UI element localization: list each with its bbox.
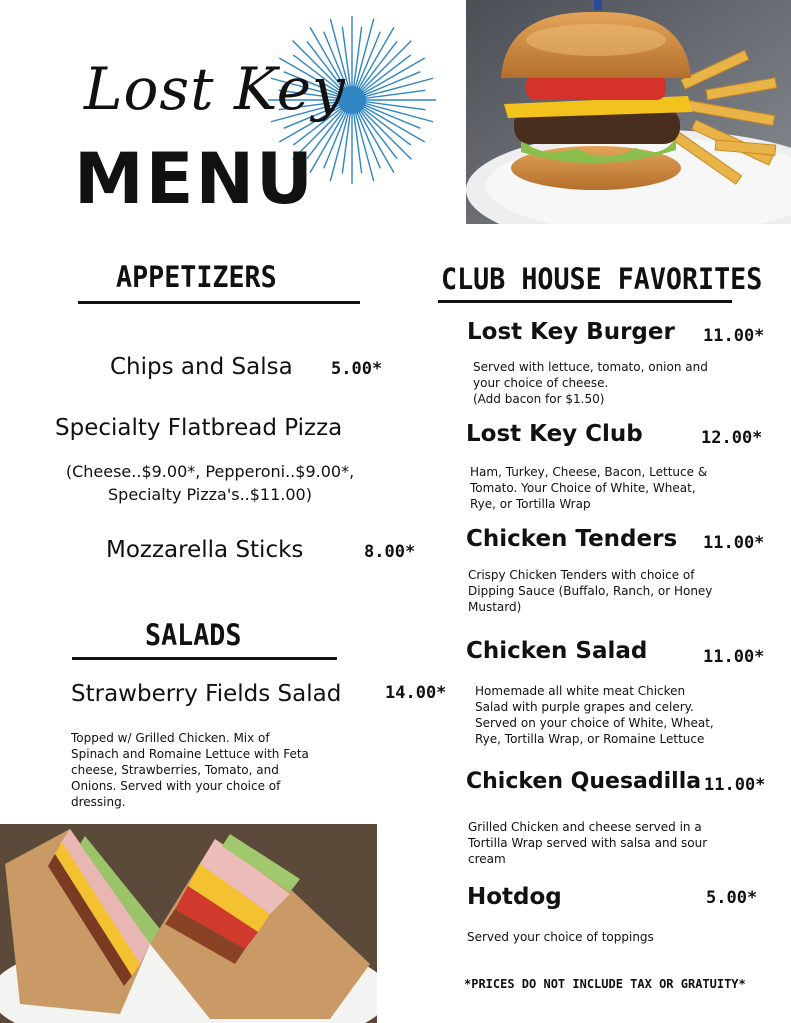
desc-line: Spinach and Romaine Lettuce with Feta bbox=[71, 747, 309, 761]
strawberry-salad-description bbox=[71, 730, 331, 810]
desc-line: Crispy Chicken Tenders with choice of bbox=[468, 568, 695, 582]
menu-item-hotdog: Hotdog bbox=[467, 884, 562, 910]
price-club: 12.00* bbox=[701, 428, 763, 448]
flatbread-desc-line: Specialty Pizza's..$11.00) bbox=[108, 485, 312, 504]
flatbread-desc-line: (Cheese..$9.00*, Pepperoni..$9.00*, bbox=[65, 462, 355, 481]
burger-description bbox=[473, 359, 723, 407]
desc-line: (Add bacon for $1.50) bbox=[473, 392, 605, 406]
appetizers-divider bbox=[78, 301, 360, 304]
desc-line: your choice of cheese. bbox=[473, 376, 609, 390]
desc-line: Tortilla Wrap served with salsa and sour bbox=[468, 836, 708, 850]
chicken-salad-description bbox=[475, 683, 730, 747]
hotdog-description: Served your choice of toppings bbox=[467, 930, 654, 944]
desc-line: Homemade all white meat Chicken bbox=[475, 684, 686, 698]
menu-item-quesadilla: Chicken Quesadilla bbox=[466, 769, 702, 794]
desc-line: dressing. bbox=[71, 795, 126, 809]
price-burger: 11.00* bbox=[703, 326, 765, 346]
menu-item-chicken-salad: Chicken Salad bbox=[466, 638, 648, 664]
salads-heading: SALADS bbox=[145, 618, 242, 652]
brand-script-title: Lost Key bbox=[84, 55, 346, 123]
clubhouse-heading: CLUB HOUSE FAVORITES bbox=[441, 262, 763, 296]
menu-item-burger: Lost Key Burger bbox=[467, 319, 675, 345]
desc-line: Grilled Chicken and cheese served in a bbox=[468, 820, 702, 834]
appetizers-heading: APPETIZERS bbox=[116, 260, 277, 294]
desc-line: cream bbox=[468, 852, 506, 866]
desc-line: Mustard) bbox=[468, 600, 522, 614]
menu-item-tenders: Chicken Tenders bbox=[466, 526, 678, 552]
tenders-description bbox=[468, 567, 728, 615]
desc-line: Dipping Sauce (Buffalo, Ranch, or Honey bbox=[468, 584, 713, 598]
desc-line: Ham, Turkey, Cheese, Bacon, Lettuce & bbox=[470, 465, 708, 479]
desc-line: Tomato. Your Choice of White, Wheat, bbox=[470, 481, 696, 495]
desc-line: Rye, Tortilla Wrap, or Romaine Lettuce bbox=[475, 732, 705, 746]
menu-item-club: Lost Key Club bbox=[466, 421, 643, 447]
desc-line: Served on your choice of White, Wheat, bbox=[475, 716, 714, 730]
desc-line: cheese, Strawberries, Tomato, and bbox=[71, 763, 279, 777]
menu-item-strawberry-salad: Strawberry Fields Salad bbox=[71, 681, 342, 707]
flatbread-description bbox=[40, 460, 380, 506]
menu-item-chips-salsa: Chips and Salsa bbox=[110, 354, 293, 380]
burger-photo bbox=[466, 0, 791, 224]
price-tenders: 11.00* bbox=[703, 533, 765, 553]
menu-item-mozzarella: Mozzarella Sticks bbox=[106, 537, 304, 563]
club-description bbox=[470, 464, 720, 512]
club-sandwich-photo bbox=[0, 824, 377, 1023]
desc-line: Salad with purple grapes and celery. bbox=[475, 700, 694, 714]
price-hotdog: 5.00* bbox=[706, 888, 758, 908]
price-strawberry-salad: 14.00* bbox=[385, 683, 447, 703]
salads-divider bbox=[72, 657, 337, 660]
price-mozzarella: 8.00* bbox=[364, 542, 416, 562]
price-chicken-salad: 11.00* bbox=[703, 647, 765, 667]
prices-disclaimer: *PRICES DO NOT INCLUDE TAX OR GRATUITY* bbox=[464, 977, 746, 991]
desc-line: Onions. Served with your choice of bbox=[71, 779, 281, 793]
price-chips-salsa: 5.00* bbox=[331, 359, 383, 379]
desc-line: Rye, or Tortilla Wrap bbox=[470, 497, 591, 511]
menu-item-flatbread: Specialty Flatbread Pizza bbox=[55, 415, 343, 441]
clubhouse-divider bbox=[438, 300, 732, 303]
desc-line: Served with lettuce, tomato, onion and bbox=[473, 360, 708, 374]
menu-title: MENU bbox=[74, 138, 315, 220]
price-quesadilla: 11.00* bbox=[704, 775, 766, 795]
desc-line: Topped w/ Grilled Chicken. Mix of bbox=[71, 731, 270, 745]
quesadilla-description bbox=[468, 819, 728, 867]
